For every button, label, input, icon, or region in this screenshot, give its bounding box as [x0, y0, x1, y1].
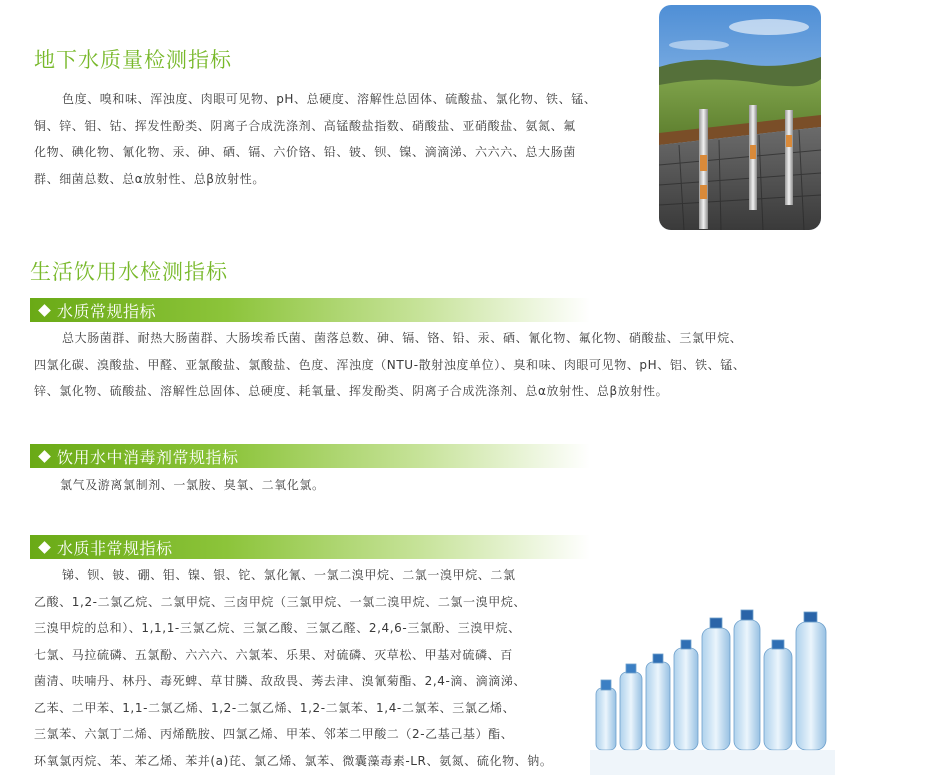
text-line: 四氯化碳、溴酸盐、甲醛、亚氯酸盐、氯酸盐、色度、浑浊度（NTU-散射浊度单位）、臭和味、肉眼可见物、pH、铝、铁、锰、 — [34, 357, 746, 372]
routine-indicators — [34, 325, 834, 405]
water-bottles-image — [590, 600, 835, 775]
disinfectant-indicators — [34, 472, 594, 499]
text-line: 菌清、呋喃丹、林丹、毒死蜱、草甘膦、敌敌畏、莠去津、溴氰菊酯、2,4-滴、滴滴涕、 — [34, 674, 527, 688]
text-line: 色度、嗅和味、浑浊度、肉眼可见物、pH、总硬度、溶解性总固体、硫酸盐、氯化物、铁、锰、 — [62, 92, 597, 106]
text-line: 锑、钡、铍、硼、钼、镍、银、铊、氯化氰、一氯二溴甲烷、二氯一溴甲烷、二氯 — [62, 568, 516, 582]
text-line: 锌、氯化物、硫酸盐、溶解性总固体、总硬度、耗氧量、挥发酚类、阴离子合成洗涤剂、总α放射性、总β放射性。 — [34, 384, 669, 398]
diamond-bullet-icon — [38, 450, 51, 463]
groundwater-title: 地下水质量检测指标 — [34, 48, 232, 72]
text-line: 化物、碘化物、氰化物、汞、砷、硒、镉、六价铬、铅、铍、钡、镍、滴滴涕、六六六、总大肠菌 — [34, 145, 576, 159]
text-line: 环氧氯丙烷、苯、苯乙烯、苯并(a)芘、氯乙烯、氯苯、微囊藻毒素-LR、氨氮、硫化物、钠。 — [34, 753, 553, 768]
nonroutine-indicators-header — [30, 535, 590, 559]
diamond-bullet-icon — [38, 304, 51, 317]
landscape-graphic — [659, 5, 821, 230]
text-line: 氯气及游离氯制剂、一氯胺、臭氧、二氧化氯。 — [60, 478, 325, 492]
diamond-bullet-icon — [38, 541, 51, 554]
bottles-graphic — [590, 600, 835, 775]
text-line: 乙苯、二甲苯、1,1-二氯乙烯、1,2-二氯乙烯、1,2-二氯苯、1,4-二氯苯、三氯乙烯、 — [34, 700, 516, 715]
text-line: 三氯苯、六氯丁二烯、丙烯酰胺、四氯乙烯、甲苯、邻苯二甲酸二（2-乙基己基）酯、 — [34, 727, 514, 741]
text-line: 乙酸、1,2-二氯乙烷、二氯甲烷、三卤甲烷（三氯甲烷、一氯二溴甲烷、二氯一溴甲烷、 — [34, 594, 527, 609]
routine-indicators-label: 水质常规指标 — [57, 301, 157, 321]
text-line: 三溴甲烷的总和）、1,1,1-三氯乙烷、三氯乙酸、三氯乙醛、2,4,6-三氯酚、三溴甲烷、 — [34, 621, 521, 635]
disinfectant-indicators-header — [30, 444, 590, 468]
nonroutine-indicators — [34, 562, 579, 774]
drinking-water-title: 生活饮用水检测指标 — [30, 260, 228, 284]
groundwater-illustration — [659, 5, 821, 230]
text-line: 七氯、马拉硫磷、五氯酚、六六六、六氯苯、乐果、对硫磷、灭草松、甲基对硫磷、百 — [34, 647, 513, 662]
nonroutine-indicators-label: 水质非常规指标 — [57, 538, 173, 558]
text-line: 总大肠菌群、耐热大肠菌群、大肠埃希氏菌、菌落总数、砷、镉、铬、铅、汞、硒、氰化物、氟化物、硝酸盐、三氯甲烷、 — [62, 331, 743, 345]
groundwater-indicators — [34, 86, 644, 192]
text-line: 铜、锌、钼、钴、挥发性酚类、阴离子合成洗涤剂、高锰酸盐指数、硝酸盐、亚硝酸盐、氨氮、氟 — [34, 118, 576, 133]
disinfectant-indicators-label: 饮用水中消毒剂常规指标 — [57, 447, 239, 467]
text-line: 群、细菌总数、总α放射性、总β放射性。 — [34, 171, 265, 186]
routine-indicators-header — [30, 298, 590, 322]
